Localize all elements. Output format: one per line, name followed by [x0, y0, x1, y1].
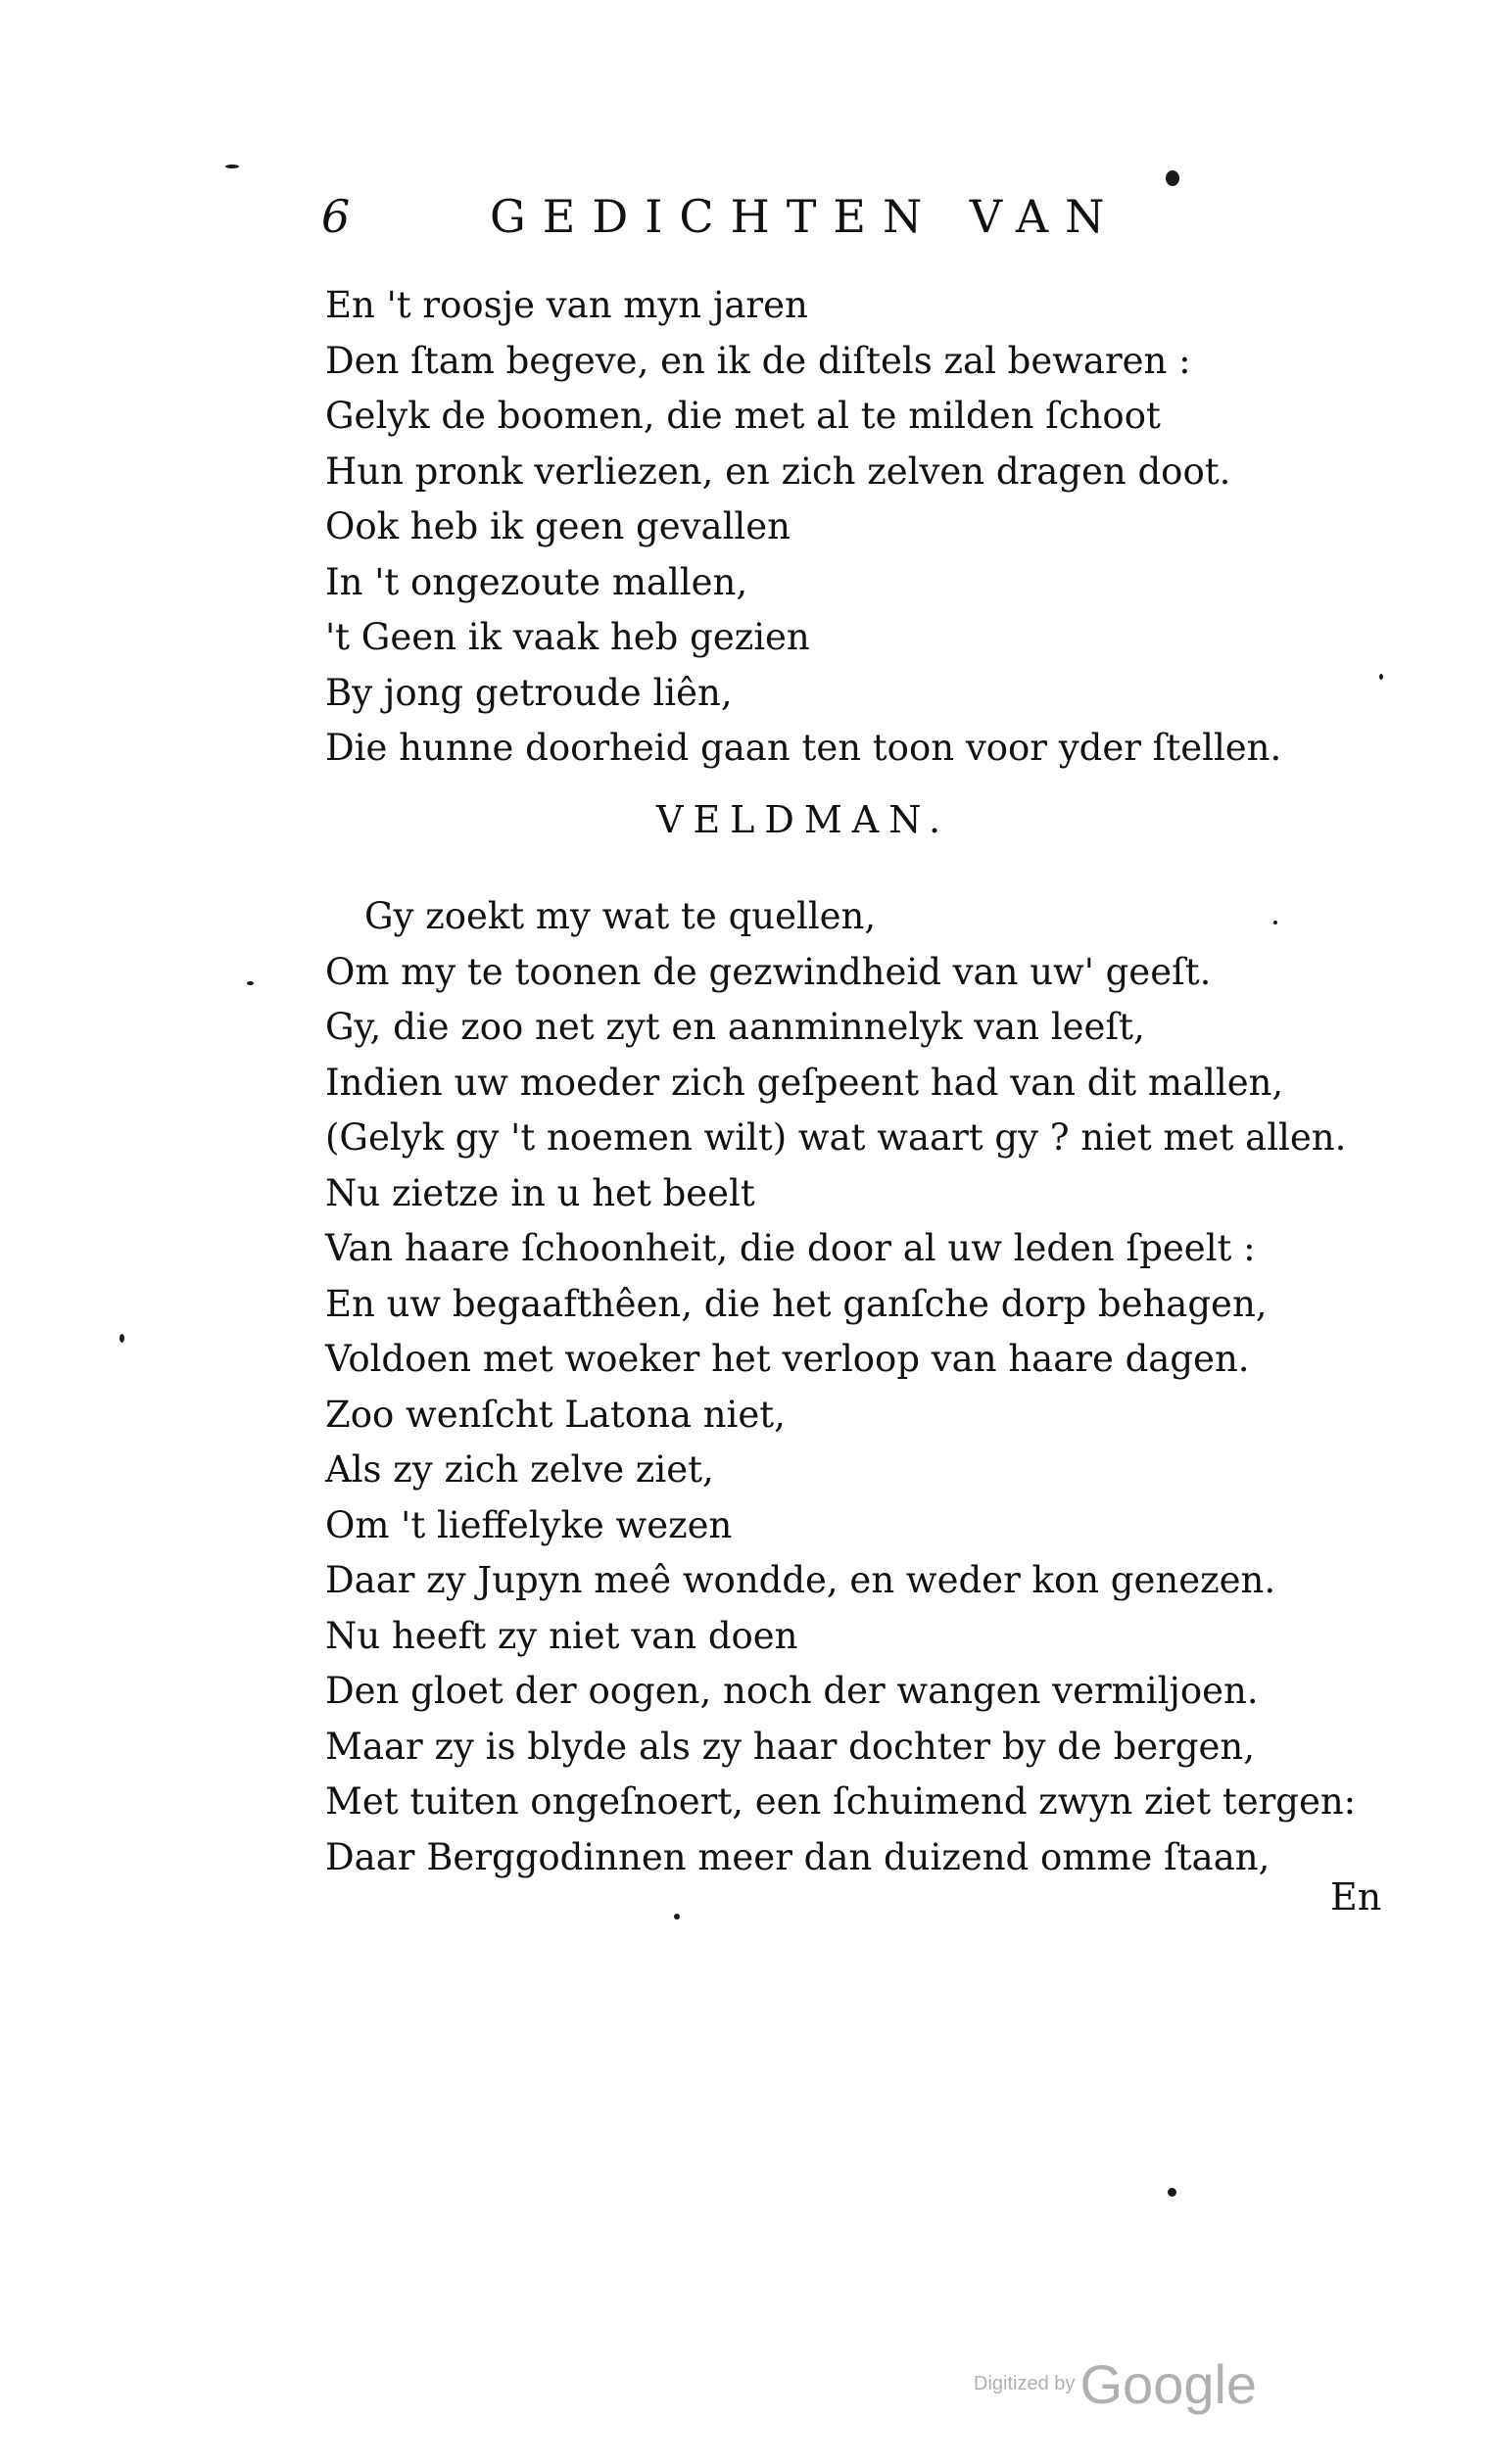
- ink-speck: [247, 981, 254, 985]
- page-number: 6: [321, 190, 351, 243]
- poem-line: 't Geen ik vaak heb gezien: [325, 616, 810, 658]
- poem-line: Daar zy Jupyn meê wondde, en weder kon genezen.: [325, 1559, 1276, 1601]
- poem-line: By jong getroude liên,: [325, 671, 733, 714]
- watermark-brand: Google: [1079, 2353, 1258, 2415]
- poem-line: Met tuiten ongeſnoert, een ſchuimend zwyn ziet tergen:: [325, 1780, 1357, 1823]
- poem-line: Maar zy is blyde als zy haar dochter by de bergen,: [325, 1725, 1256, 1768]
- digitization-watermark: [974, 2352, 1257, 2416]
- poem-line: Gy, die zoo net zyt en aanminnelyk van leeſt,: [325, 1006, 1145, 1048]
- poem-line: Van haare ſchoonheit, die door al uw leden ſpeelt :: [325, 1227, 1256, 1269]
- running-title: GEDICHTEN VAN: [490, 190, 1122, 243]
- poem-line: Ook heb ik geen gevallen: [325, 505, 791, 547]
- poem-line: Hun pronk verliezen, en zich zelven dragen doot.: [325, 450, 1231, 493]
- poem-line: Om 't lieffelyke wezen: [325, 1503, 733, 1546]
- poem-line: Den ſtam begeve, en ik de diſtels zal bewaren :: [325, 339, 1191, 382]
- poem-line: Voldoen met woeker het verloop van haare dagen.: [325, 1338, 1250, 1380]
- ink-speck: [1379, 674, 1383, 680]
- poem-line: Gy zoekt my wat te quellen,: [364, 895, 877, 937]
- ink-speck: [674, 1914, 680, 1919]
- poem-line: Die hunne doorheid gaan ten toon voor yder ſtellen.: [325, 727, 1282, 769]
- catchword: En: [1330, 1875, 1382, 1919]
- ink-speck: [1166, 170, 1179, 186]
- watermark-prefix: Digitized by: [974, 2373, 1076, 2394]
- poem-line: Nu zietze in u het beelt: [325, 1171, 755, 1214]
- ink-speck: [1168, 2188, 1176, 2197]
- speaker-heading: VELDMAN.: [656, 798, 951, 841]
- poem-stanza-1: [325, 278, 1281, 777]
- poem-line: Daar Berggodinnen meer dan duizend omme ſtaan,: [325, 1835, 1270, 1878]
- ink-speck: [225, 165, 239, 168]
- poem-line: En uw begaafthêen, die het ganſche dorp behagen,: [325, 1282, 1268, 1325]
- poem-line: In 't ongezoute mallen,: [325, 560, 748, 603]
- poem-line: (Gelyk gy 't noemen wilt) wat waart gy ? niet met allen.: [325, 1116, 1347, 1159]
- poem-line: Indien uw moeder zich geſpeent had van dit mallen,: [325, 1061, 1284, 1104]
- poem-line: Gelyk de boomen, die met al te milden ſchoot: [325, 395, 1161, 437]
- poem-line: Nu heeft zy niet van doen: [325, 1614, 798, 1657]
- ink-speck: [1273, 921, 1277, 924]
- poem-line: Den gloet der oogen, noch der wangen vermiljoen.: [325, 1670, 1259, 1712]
- ink-speck: [120, 1334, 124, 1343]
- poem-line: Zoo wenſcht Latona niet,: [325, 1393, 786, 1436]
- poem-stanza-2: [325, 889, 1356, 1885]
- poem-line: Als zy zich zelve ziet,: [325, 1448, 714, 1491]
- poem-line: En 't roosje van myn jaren: [325, 284, 808, 326]
- poem-line: Om my te toonen de gezwindheid van uw' geeſt.: [325, 950, 1212, 993]
